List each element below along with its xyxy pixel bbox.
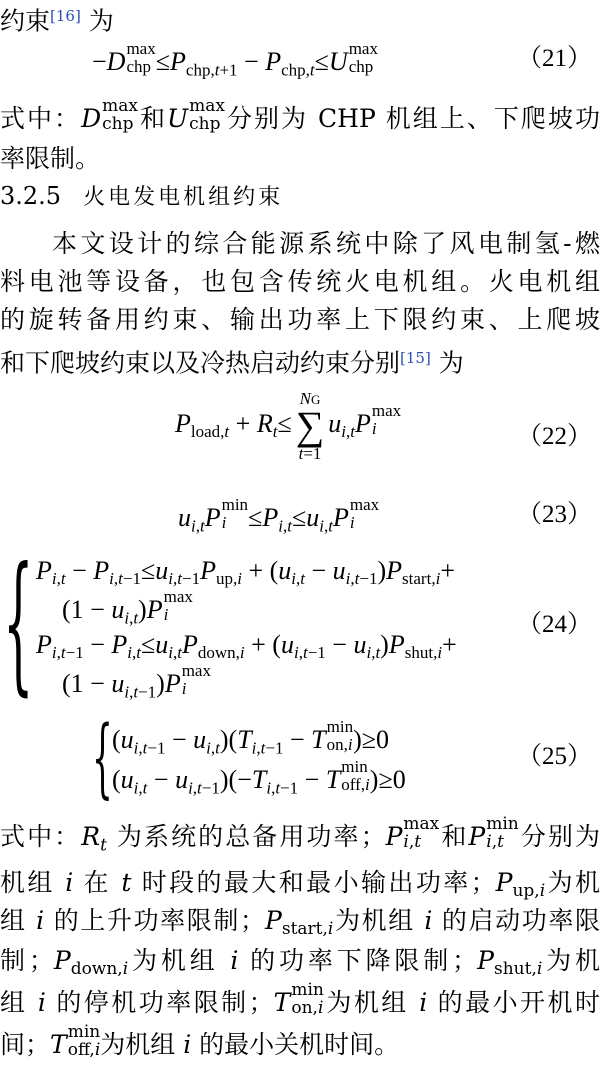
equation-21 [0, 40, 600, 80]
equation-number: （25） [516, 743, 592, 770]
section-number: 3.2.5 [0, 182, 62, 210]
text-line: 的旋转备用约束、输出功率上下限约束、上爬坡 [0, 305, 600, 334]
equation-row: $(1 - u_{i,t})P$ max i [62, 587, 193, 628]
text-line: 约束[16] 为 [0, 6, 114, 36]
equation-23 [0, 496, 600, 536]
text-line: 组 i 的停机功率限制；T min on,i 为机组 i 的最小开机时 [0, 980, 600, 1018]
equation-24 [0, 536, 600, 710]
equation-row: $P_{i,t} - P_{i,t-1}\le u_{i,t-1}P_{up,i} + (u_{i,t} - u_{i,t-1})P_{start,i}+$ [36, 556, 455, 589]
equation-body: −D max chp $\le P_{chp,t+1} - P_{chp,t}\le U$ max chp [92, 39, 378, 80]
equation-row: $(1 - u_{i,t-1})P$ max i [62, 661, 211, 702]
left-brace: { [92, 708, 113, 808]
text-line: 本文设计的综合能源系统中除了风电制氢-燃 [52, 229, 600, 258]
citation-ref[interactable]: [15] [400, 349, 431, 367]
equation-number: （24） [516, 611, 592, 638]
section-title: 火电发电机组约束 [83, 185, 284, 210]
equation-row: $P_{i,t-1} - P_{i,t}\le u_{i,t}P_{down,i} + (u_{i,t-1} - u_{i,t})P_{shut,i}+$ [36, 630, 457, 663]
equation-number: （23） [516, 501, 592, 528]
citation-ref[interactable]: [16] [50, 7, 81, 25]
equation-body: $u_{i,t}P$ min i $\le P_{i,t}\le u_{i,t}P$ max i [178, 495, 380, 536]
equation-25 [0, 708, 600, 808]
text-line: 间；T min off,i 为机组 i 的最小关机时间。 [0, 1022, 400, 1060]
text-line: 率限制。 [0, 144, 101, 173]
equation-row: $(u_{i,t-1} - u_{i,t})(T_{i,t-1} - T$ min on,i )≥0 [112, 717, 390, 758]
equation-row: $(u_{i,t} - u_{i,t-1})(-T_{i,t-1} - T$ min off,i )≥0 [112, 757, 406, 798]
text-line: 和下爬坡约束以及冷热启动约束分别[15] 为 [0, 348, 464, 378]
text-line: 式中：D max chp 和U max chp 分别为 CHP 机组上、下爬坡功 [0, 96, 600, 134]
equation-number: （21） [516, 45, 592, 72]
text-line: 料电池等设备，也包含传统火电机组。火电机组 [0, 267, 600, 296]
section-heading [0, 177, 283, 216]
text-line: 组 i 的上升功率限制；$P_{start,i}$为机组 i 的启动功率限 [0, 906, 600, 940]
equation-number: （22） [516, 423, 592, 450]
left-brace: { [3, 536, 34, 710]
equation-body: $P_{load,t} + R_t\le$ NG ∑ t=1 $u_{i,t}P$ max i [175, 389, 402, 463]
text-line: 制；$P_{down,i}$为机组 i 的功率下降限制；$P_{shut,i}$为机 [0, 946, 600, 980]
equation-22 [0, 390, 600, 480]
text-line: 机组 i 在 t 时段的最大和最小输出功率；$P_{up,i}$为机 [0, 868, 600, 902]
text-line: 式中：$R_t$ 为系统的总备用功率；P max i,t 和P min i,t 分别为 [0, 814, 600, 856]
